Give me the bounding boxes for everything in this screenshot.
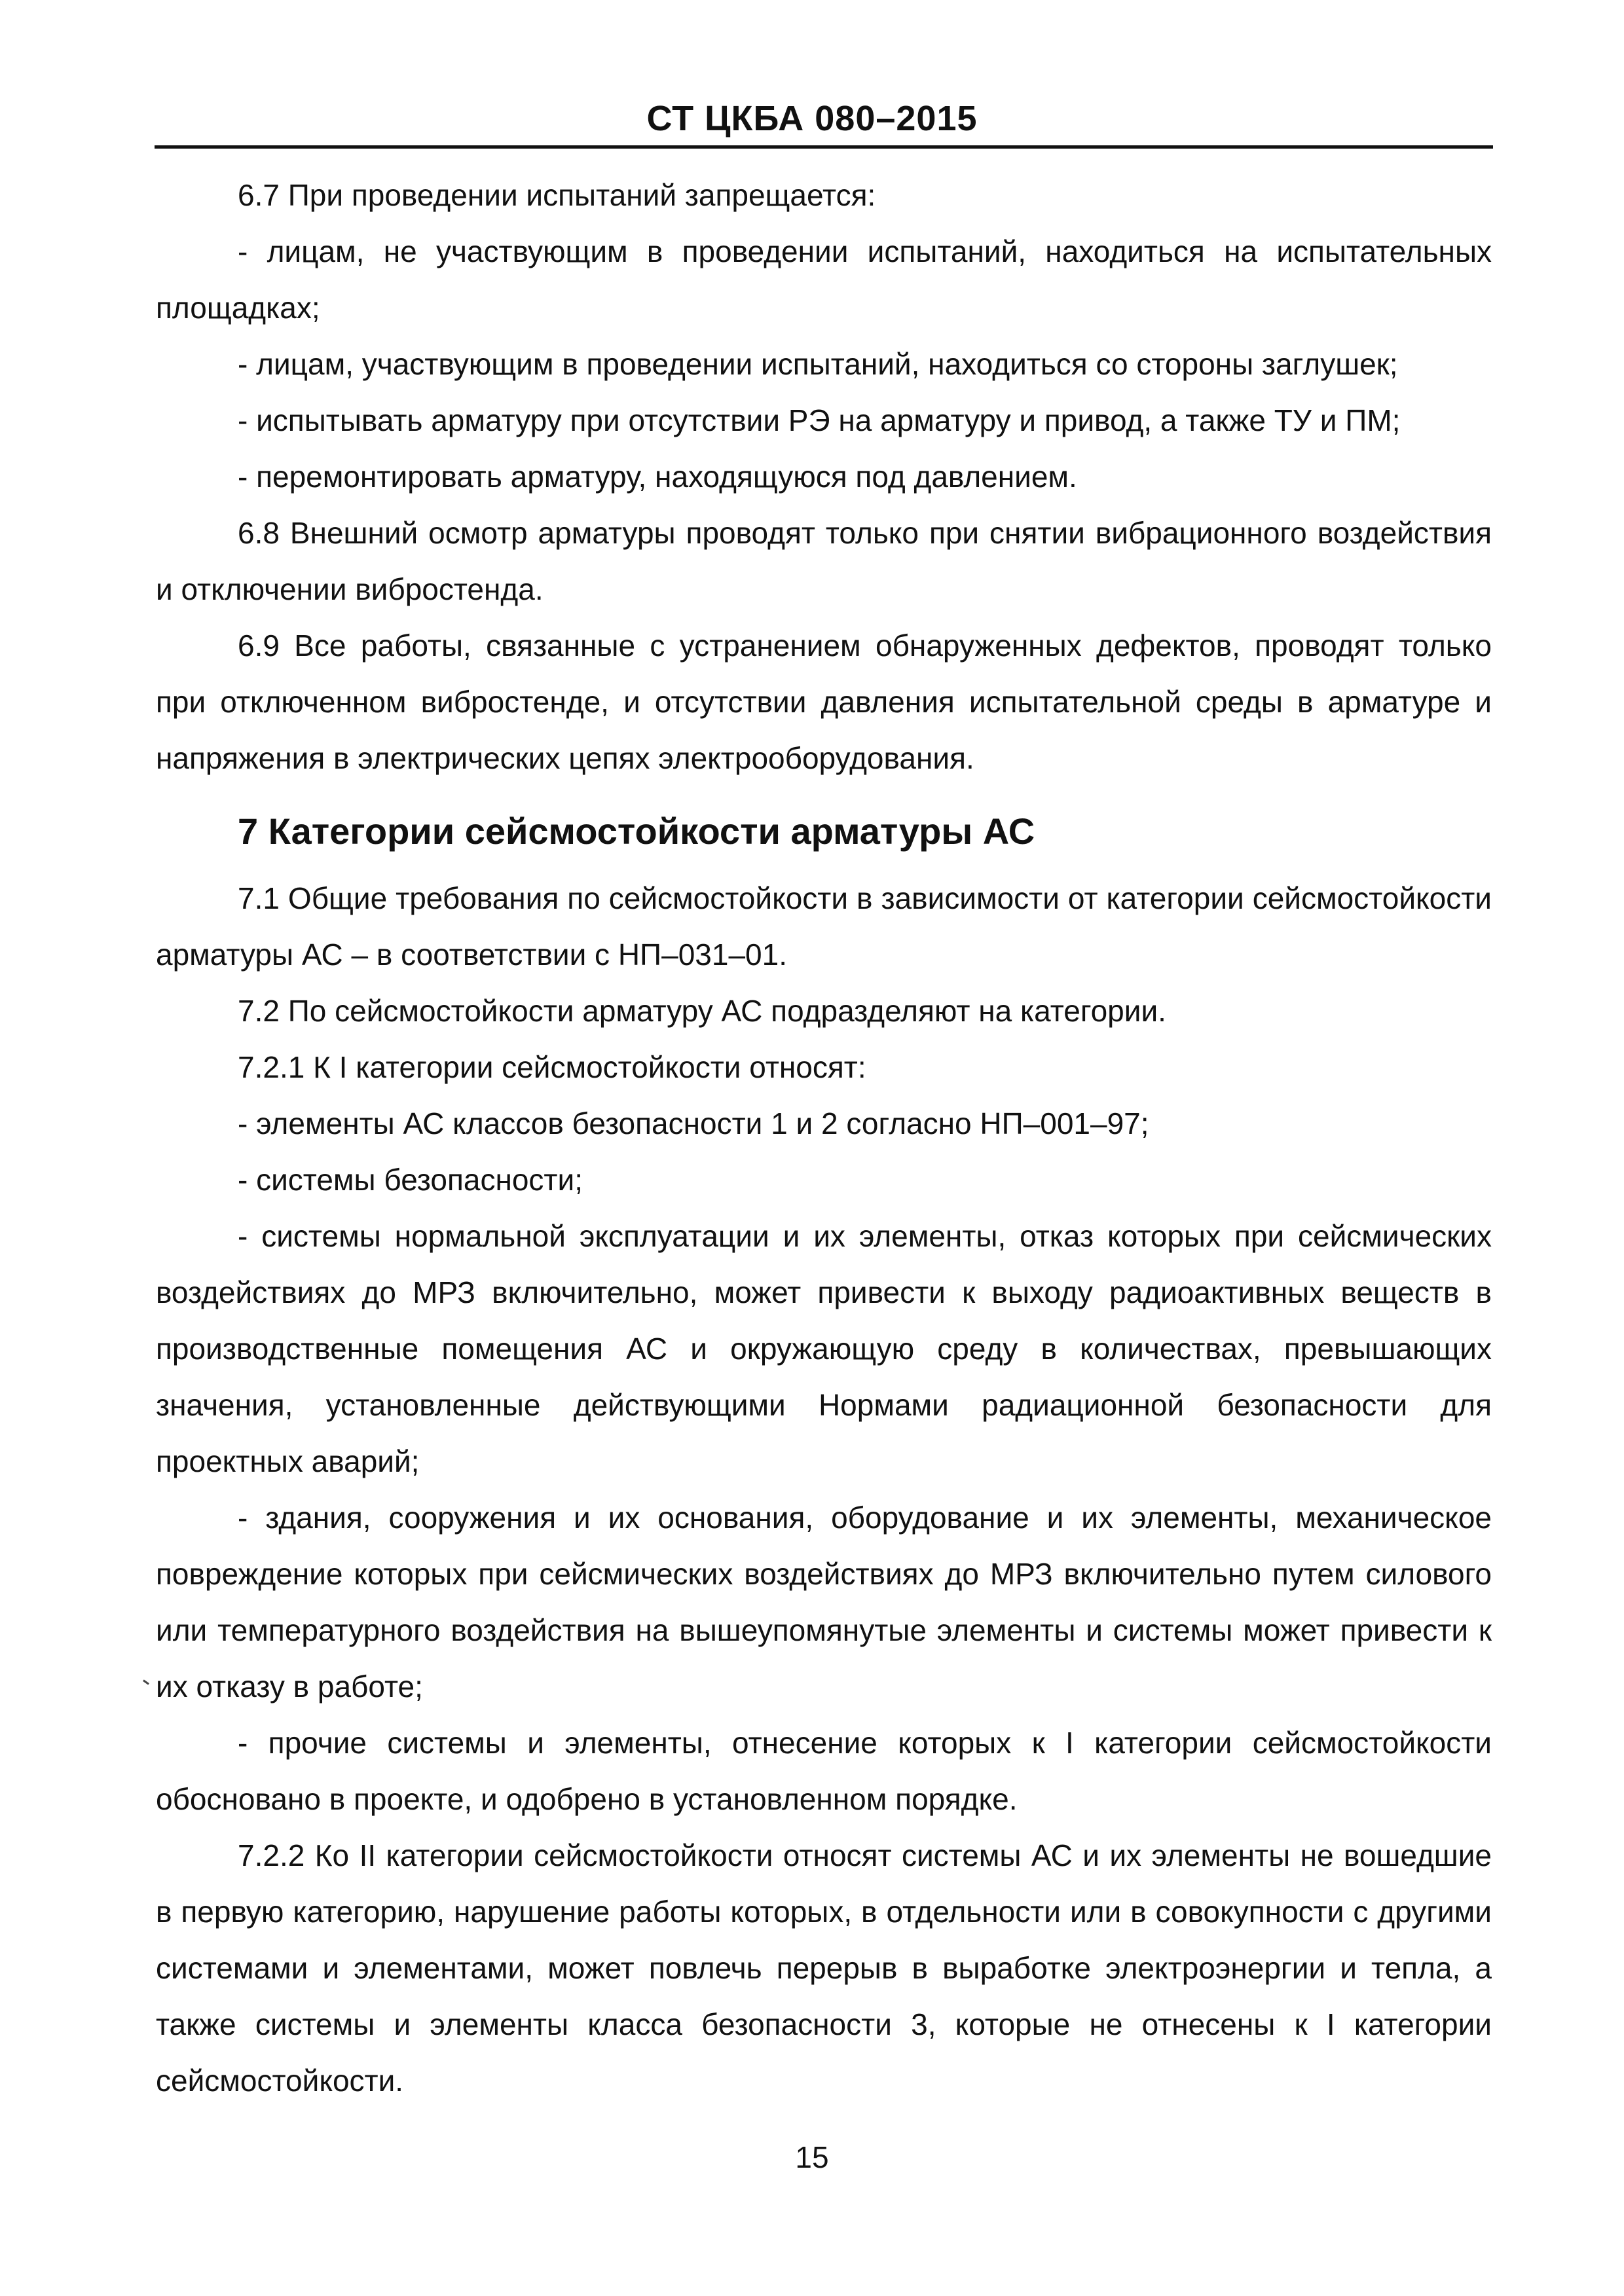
list-item: - перемонтировать арматуру, находящуюся под давлением. [238, 460, 1077, 494]
list-item: - элементы АС классов безопасности 1 и 2 согласно НП–001–97; [238, 1106, 1149, 1140]
paragraph-7-2: 7.2 По сейсмостойкости арматуру АС подразделяют на категории. [238, 994, 1166, 1028]
list-item: - испытывать арматуру при отсутствии РЭ на арматуру и привод, а также ТУ и ПМ; [238, 403, 1401, 437]
page-number: 15 [795, 2140, 829, 2174]
document-header: СТ ЦКБА 080–2015 [646, 99, 978, 138]
paragraph-6-7: 6.7 При проведении испытаний запрещается: [238, 178, 876, 212]
section-heading-7: 7 Категории сейсмостойкости арматуры АС [238, 811, 1035, 852]
list-item: - здания, сооружения и их основания, оборудование и их элементы, механическое повреждение которых при сейсмических воздействиях до МРЗ включительно путем силового или температурного воздействия на вышеупомянутые элементы и системы может привести к их отказу в работе; [156, 1501, 1492, 1704]
paragraph-7-2-2: 7.2.2 Ко II категории сейсмостойкости относят системы АС и их элементы не вошедшие в первую категорию, нарушение работы которых, в отдельности или в совокупности с другими системами и элементами, может повлечь перерыв в выработке электроэнергии и тепла, а также системы и элементы класса безопасности 3, которые не отнесены к I категории сейсмостойкости. [156, 1838, 1492, 2098]
list-item: - системы нормальной эксплуатации и их элементы, отказ которых при сейсмических воздействиях до МРЗ включительно, может привести к выходу радиоактивных веществ в производственные помещения АС и окружающую среду в количествах, превышающих значения, установленные действующими Нормами радиационной безопасности для проектных аварий; [156, 1219, 1492, 1478]
list-item: - системы безопасности; [238, 1163, 583, 1197]
document-body [156, 167, 1492, 2109]
paragraph-7-1: 7.1 Общие требования по сейсмостойкости в зависимости от категории сейсмостойкости арматуры АС – в соответствии с НП–031–01. [156, 881, 1492, 972]
paragraph-7-2-1: 7.2.1 К I категории сейсмостойкости относят: [238, 1050, 866, 1084]
list-item: - лицам, участвующим в проведении испытаний, находиться со стороны заглушек; [238, 347, 1398, 381]
scan-artifact [143, 1679, 149, 1685]
header-divider [155, 145, 1493, 149]
list-item: - лицам, не участвующим в проведении испытаний, находиться на испытательных площадках; [156, 234, 1492, 325]
list-item: - прочие системы и элементы, отнесение которых к I категории сейсмостойкости обосновано в проекте, и одобрено в установленном порядке. [156, 1726, 1492, 1816]
paragraph-6-8: 6.8 Внешний осмотр арматуры проводят только при снятии вибрационного воздействия и отключении вибростенда. [156, 516, 1492, 606]
paragraph-6-9: 6.9 Все работы, связанные с устранением обнаруженных дефектов, проводят только при отключенном вибростенде, и отсутствии давления испытательной среды в арматуре и напряжения в электрических цепях электрооборудования. [156, 629, 1492, 775]
